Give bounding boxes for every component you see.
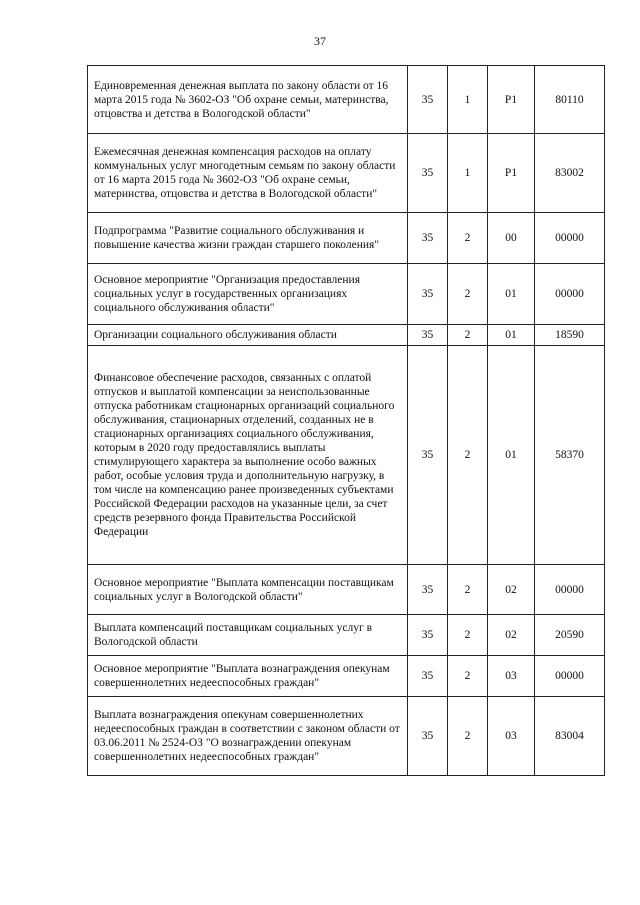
page-number: 37 <box>314 34 326 48</box>
code-cell-3: 01 <box>488 346 535 565</box>
code-cell-4: 83004 <box>535 697 605 776</box>
code-cell-2: 2 <box>448 325 488 346</box>
table-row <box>88 565 605 615</box>
code-cell-1: 35 <box>408 346 448 565</box>
code-cell-2: 2 <box>448 264 488 325</box>
code-cell-3: 03 <box>488 697 535 776</box>
code-cell-4: 80110 <box>535 66 605 134</box>
code-cell-3: 02 <box>488 565 535 615</box>
code-cell-4: 83002 <box>535 134 605 213</box>
table-row <box>88 656 605 697</box>
code-cell-1: 35 <box>408 264 448 325</box>
code-cell-1: 35 <box>408 134 448 213</box>
code-cell-3: P1 <box>488 134 535 213</box>
code-cell-2: 1 <box>448 134 488 213</box>
code-cell-4: 58370 <box>535 346 605 565</box>
code-cell-3: 03 <box>488 656 535 697</box>
code-cell-4: 18590 <box>535 325 605 346</box>
code-cell-4: 00000 <box>535 264 605 325</box>
table-row <box>88 134 605 213</box>
row-name-cell: Выплата компенсаций поставщикам социальных услуг в Вологодской области <box>88 615 408 656</box>
code-cell-1: 35 <box>408 325 448 346</box>
row-name-cell: Основное мероприятие "Выплата компенсации поставщикам социальных услуг в Вологодской области" <box>88 565 408 615</box>
row-name-cell: Ежемесячная денежная компенсация расходов на оплату коммунальных услуг многодетным семьям по закону области от 16 марта 2015 года № 3602-ОЗ "Об охране семьи, материнства, отцовства и детства в Вологодской области" <box>88 134 408 213</box>
code-cell-4: 20590 <box>535 615 605 656</box>
code-cell-1: 35 <box>408 565 448 615</box>
table-row <box>88 264 605 325</box>
row-name-cell: Выплата вознаграждения опекунам совершеннолетних недееспособных граждан в соответствии с законом области от 03.06.2011 № 2524-ОЗ "О вознаграждении опекунам совершеннолетних недееспособных граждан" <box>88 697 408 776</box>
code-cell-3: P1 <box>488 66 535 134</box>
row-name-cell: Единовременная денежная выплата по закону области от 16 марта 2015 года № 3602-ОЗ "Об охране семьи, материнства, отцовства и детства в Вологодской области" <box>88 66 408 134</box>
code-cell-1: 35 <box>408 615 448 656</box>
code-cell-4: 00000 <box>535 656 605 697</box>
code-cell-2: 2 <box>448 697 488 776</box>
code-cell-1: 35 <box>408 697 448 776</box>
code-cell-3: 01 <box>488 325 535 346</box>
code-cell-3: 01 <box>488 264 535 325</box>
row-name-cell: Основное мероприятие "Выплата вознаграждения опекунам совершеннолетних недееспособных граждан" <box>88 656 408 697</box>
code-cell-2: 2 <box>448 346 488 565</box>
budget-classification-table <box>87 65 605 776</box>
code-cell-2: 2 <box>448 565 488 615</box>
code-cell-2: 2 <box>448 615 488 656</box>
table-row <box>88 697 605 776</box>
table-row <box>88 615 605 656</box>
code-cell-1: 35 <box>408 66 448 134</box>
row-name-cell: Основное мероприятие "Организация предоставления социальных услуг в государственных организациях социального обслуживания области" <box>88 264 408 325</box>
code-cell-4: 00000 <box>535 213 605 264</box>
code-cell-1: 35 <box>408 213 448 264</box>
table-row <box>88 213 605 264</box>
table-row <box>88 66 605 134</box>
row-name-cell: Подпрограмма "Развитие социального обслуживания и повышение качества жизни граждан старшего поколения" <box>88 213 408 264</box>
code-cell-4: 00000 <box>535 565 605 615</box>
code-cell-1: 35 <box>408 656 448 697</box>
row-name-cell: Финансовое обеспечение расходов, связанных с оплатой отпусков и выплатой компенсации за неиспользованные отпуска работникам стационарных организаций социального обслуживания, стационарных отделений, созданных не в стационарных организациях социального обслуживания, которым в 2020 году предоставлялись выплаты стимулирующего характера за выполнение особо важных работ, особые условия труда и дополнительную нагрузку, в том числе на компенсацию ранее произведенных субъектами Российской Федерации расходов на указанные цели, за счет средств резервного фонда Правительства Российской Федерации <box>88 346 408 565</box>
code-cell-2: 2 <box>448 656 488 697</box>
table-row <box>88 346 605 565</box>
code-cell-3: 02 <box>488 615 535 656</box>
row-name-cell: Организации социального обслуживания области <box>88 325 408 346</box>
code-cell-2: 1 <box>448 66 488 134</box>
table-row <box>88 325 605 346</box>
code-cell-2: 2 <box>448 213 488 264</box>
code-cell-3: 00 <box>488 213 535 264</box>
